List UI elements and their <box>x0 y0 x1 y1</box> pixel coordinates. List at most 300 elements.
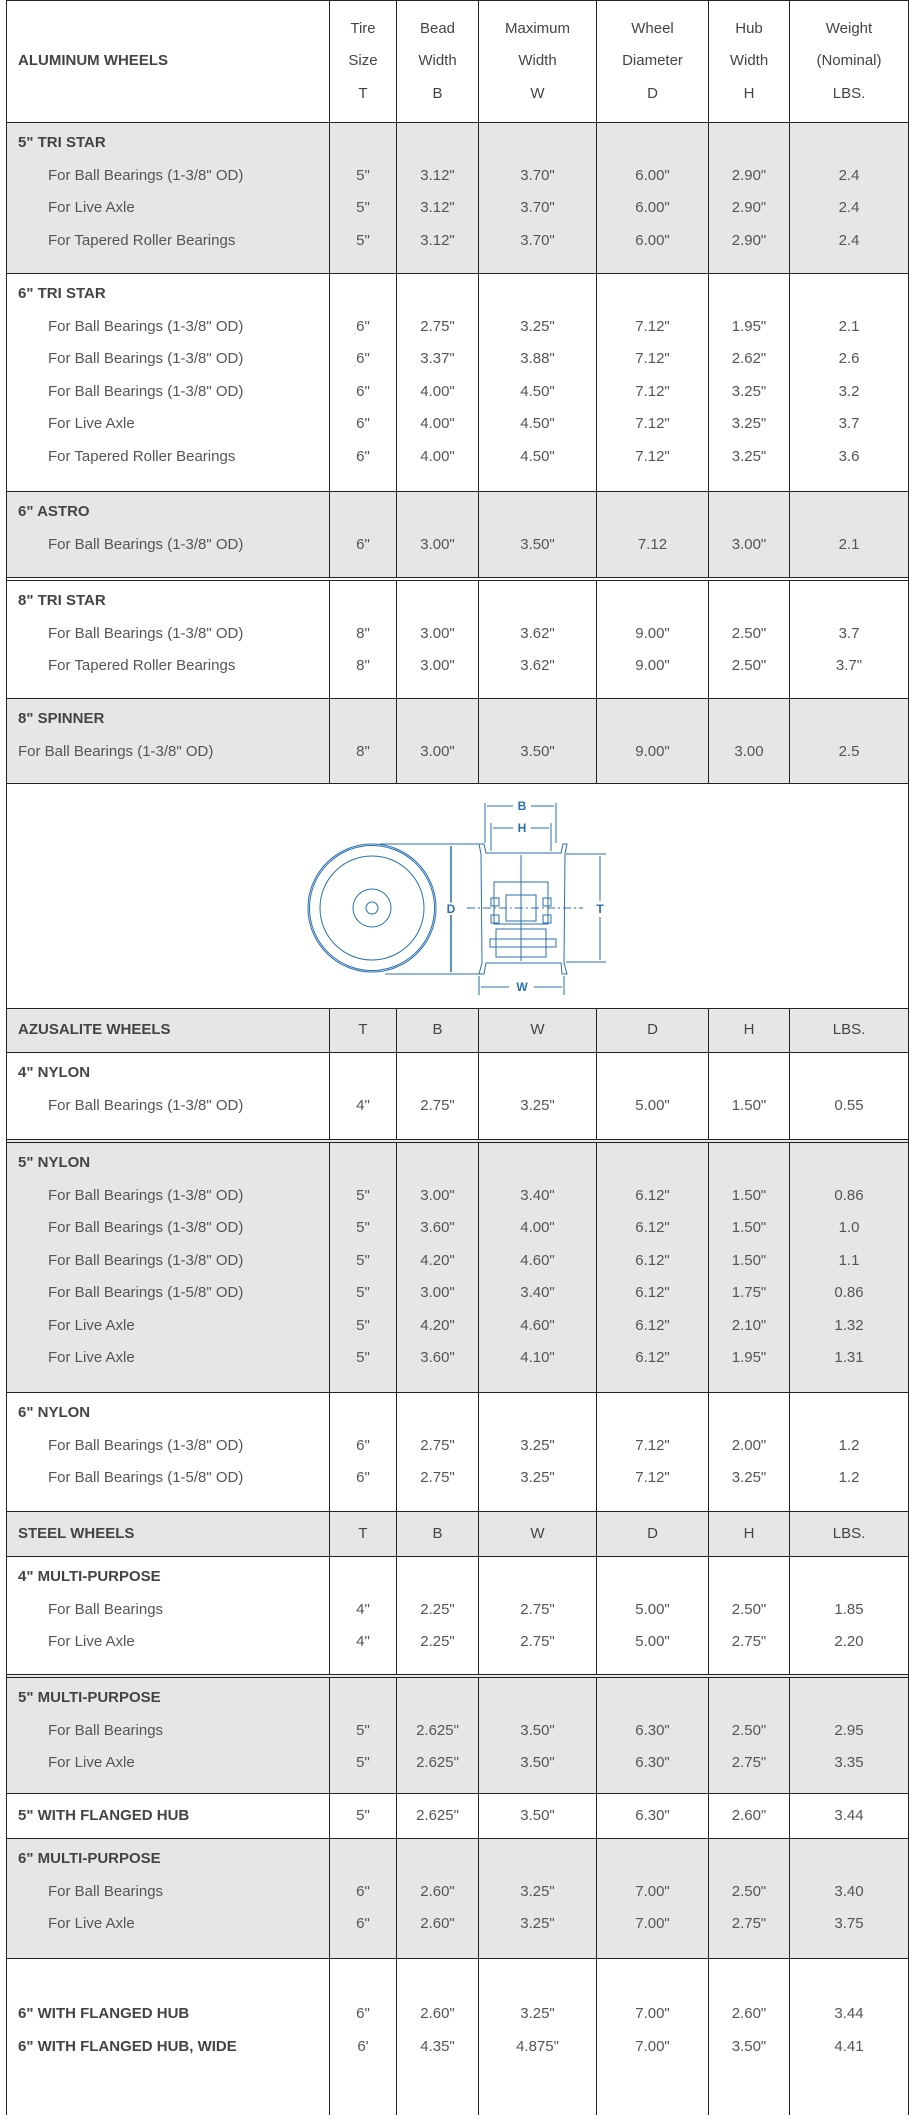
spacer <box>597 703 708 736</box>
wheel-front-view <box>308 844 436 972</box>
spacer <box>709 278 789 311</box>
value-column <box>708 1959 789 2115</box>
spacer <box>479 278 596 311</box>
value-column <box>396 1053 478 1139</box>
value-column <box>789 1794 908 1838</box>
description-column <box>7 1959 329 2115</box>
spacer <box>397 585 478 618</box>
row-value: 1.31 <box>834 1349 864 1366</box>
row-description: For Live Axle <box>48 1349 135 1366</box>
row-value: 2.625" <box>416 1721 459 1739</box>
row-value: 2.00" <box>731 1436 767 1454</box>
row-value: 8" <box>356 742 370 760</box>
row-value: 6" <box>356 447 370 465</box>
row-value: 2.50" <box>731 657 767 674</box>
row-description: For Ball Bearings (1-3/8" OD) <box>18 742 214 760</box>
header-cell <box>596 1009 708 1052</box>
row-description: 6" WITH FLANGED HUB, WIDE <box>18 2037 237 2055</box>
row-value: 3.40" <box>520 1186 555 1204</box>
row-value: 7.12 <box>637 535 668 553</box>
row-value: 5.00" <box>635 1633 670 1650</box>
value-column <box>329 492 396 577</box>
row-value: 2.20 <box>834 1633 864 1650</box>
description-column <box>7 1143 329 1392</box>
value-column <box>708 274 789 491</box>
row-value: 6.12" <box>635 1284 670 1301</box>
spacer <box>330 1397 396 1430</box>
value-column <box>329 1393 396 1511</box>
row-value: 6.00" <box>635 231 670 249</box>
row-value: 5" <box>356 1316 370 1334</box>
value-column <box>596 492 708 577</box>
value-column <box>478 581 596 698</box>
row-value: 8" <box>356 624 370 642</box>
label-h: H <box>517 821 527 835</box>
value-column <box>478 1839 596 1958</box>
row-description: For Ball Bearings (1-3/8" OD) <box>48 1436 244 1454</box>
row-value: 2.6 <box>838 350 860 367</box>
value-column <box>789 492 908 577</box>
row-description: For Live Axle <box>48 1633 135 1650</box>
header-label: T <box>358 1021 368 1039</box>
value-column <box>329 1959 396 2115</box>
row-value: 2.60" <box>420 1882 455 1900</box>
row-value: 1.50" <box>731 1186 767 1204</box>
spacer <box>397 703 478 736</box>
row-description: For Tapered Roller Bearings <box>48 657 236 674</box>
row-description: For Ball Bearings (1-3/8" OD) <box>48 350 244 367</box>
spacer <box>397 1843 478 1876</box>
value-column <box>596 1393 708 1511</box>
row-description: 5" WITH FLANGED HUB <box>18 1807 190 1824</box>
row-value: 2.5 <box>838 742 860 760</box>
row-value: 7.12" <box>635 447 670 465</box>
spacer <box>330 496 396 529</box>
value-column <box>708 492 789 577</box>
value-column <box>596 1959 708 2115</box>
spacer <box>330 1682 396 1715</box>
value-column <box>396 1393 478 1511</box>
row-value: 2.50" <box>731 1721 767 1739</box>
spacer <box>597 496 708 529</box>
value-column <box>789 1839 908 1958</box>
row-value: 4.10" <box>520 1349 555 1366</box>
spacer <box>597 1843 708 1876</box>
row-value: 3.44 <box>834 1807 864 1824</box>
header-label: B <box>432 84 443 102</box>
value-column <box>596 1557 708 1674</box>
row-value: 3.25" <box>520 1096 555 1114</box>
value-column <box>708 123 789 273</box>
row-value: 6" <box>356 535 370 553</box>
value-column <box>329 1143 396 1392</box>
row-value: 3.12" <box>420 231 455 249</box>
row-value: 2.95 <box>834 1721 864 1739</box>
header-cell <box>789 1512 908 1556</box>
spacer <box>709 1057 789 1090</box>
description-column <box>7 699 329 783</box>
row-value: 6.12" <box>635 1251 670 1269</box>
row-value: 3.00" <box>420 742 455 760</box>
header-cell <box>708 1512 789 1556</box>
row-value: 2.50" <box>731 1600 767 1618</box>
spacer <box>479 703 596 736</box>
row-value: 6" <box>356 1436 370 1454</box>
value-column <box>478 492 596 577</box>
group-title: 6" ASTRO <box>18 503 90 520</box>
spacer <box>709 703 789 736</box>
row-value: 6.12" <box>635 1349 670 1366</box>
description-column <box>7 1053 329 1139</box>
row-value: 7.12" <box>635 1469 670 1486</box>
header-label: AZUSALITE WHEELS <box>18 1021 171 1039</box>
row-value: 6" <box>356 350 370 367</box>
row-value: 3.7 <box>838 415 860 432</box>
value-column <box>478 1393 596 1511</box>
value-column <box>789 1959 908 2115</box>
row-value: 3.6 <box>838 447 860 465</box>
row-value: 2.62" <box>731 350 767 367</box>
description-column <box>7 123 329 273</box>
row-value: 5" <box>356 166 370 184</box>
value-column <box>478 699 596 783</box>
label-t: T <box>596 902 604 916</box>
header-cell <box>7 1009 329 1052</box>
spacer <box>790 1682 908 1715</box>
spacer <box>709 496 789 529</box>
row-value: 2.60" <box>731 2005 767 2022</box>
spacer <box>790 1561 908 1594</box>
row-value: 7.00" <box>635 1915 670 1932</box>
row-value: 6" <box>356 2005 370 2022</box>
header-cell <box>329 1 396 122</box>
value-column <box>478 123 596 273</box>
row-value: 5" <box>356 1251 370 1269</box>
row-value: 7.12" <box>635 350 670 367</box>
header-cell <box>478 1512 596 1556</box>
row-description: For Ball Bearings <box>48 1721 164 1739</box>
row-value: 3.25" <box>731 1469 767 1486</box>
row-value: 7.12" <box>635 415 670 432</box>
row-value: 4.50" <box>520 447 555 465</box>
value-column <box>396 274 478 491</box>
value-column <box>478 1557 596 1674</box>
spacer <box>790 1057 908 1090</box>
value-column <box>789 699 908 783</box>
spacer <box>597 1147 708 1180</box>
header-cell <box>596 1 708 122</box>
header-cell <box>789 1009 908 1052</box>
row-value: 7.00" <box>635 2037 670 2055</box>
value-column <box>396 1959 478 2115</box>
wheel-group <box>7 1139 908 1392</box>
row-value: 5" <box>356 1807 370 1824</box>
spacer <box>330 703 396 736</box>
row-value: 4.875" <box>516 2037 559 2055</box>
value-column <box>789 1557 908 1674</box>
row-description: For Live Axle <box>48 1915 135 1932</box>
header-label: LBS. <box>832 1524 866 1542</box>
spacer <box>479 496 596 529</box>
row-value: 2.50" <box>731 1882 767 1900</box>
description-column <box>7 1794 329 1838</box>
value-column <box>396 1839 478 1958</box>
row-value: 7.12" <box>635 317 670 335</box>
value-column <box>329 581 396 698</box>
spacer <box>709 1397 789 1430</box>
value-column <box>329 1678 396 1793</box>
row-value: 4" <box>356 1096 370 1114</box>
row-description: For Live Axle <box>48 1316 135 1334</box>
row-value: 3.40 <box>834 1882 864 1900</box>
row-value: 2.60" <box>420 1915 455 1932</box>
row-value: 2.1 <box>838 535 860 553</box>
header-label: STEEL WHEELS <box>18 1524 135 1542</box>
header-cell <box>396 1 478 122</box>
row-value: 2.60" <box>731 1807 767 1824</box>
wheel-group <box>7 1958 908 2115</box>
group-title: 5" NYLON <box>18 1154 91 1171</box>
row-value: 3.70" <box>520 166 555 184</box>
header-label: Hub <box>735 19 763 37</box>
row-description: For Tapered Roller Bearings <box>48 231 236 249</box>
value-column <box>478 1678 596 1793</box>
header-label: Width <box>418 52 457 70</box>
spacer <box>397 278 478 311</box>
spacer <box>479 1843 596 1876</box>
header-label: Weight <box>825 19 873 37</box>
row-value: 2.75" <box>520 1600 555 1618</box>
value-column <box>708 1393 789 1511</box>
header-cell <box>7 1512 329 1556</box>
description-column <box>7 1839 329 1958</box>
header-cell <box>329 1512 396 1556</box>
row-value: 3.50" <box>520 1754 555 1771</box>
row-value: 5" <box>356 1349 370 1366</box>
row-value: 6" <box>356 415 370 432</box>
row-value: 2.75" <box>731 1754 767 1771</box>
spacer <box>397 1561 478 1594</box>
header-cell <box>708 1 789 122</box>
row-value: 5" <box>356 231 370 249</box>
description-column <box>7 274 329 491</box>
spacer <box>597 1397 708 1430</box>
row-value: 7.12" <box>635 382 670 400</box>
value-column <box>396 581 478 698</box>
row-value: 3.00" <box>420 624 455 642</box>
row-value: 3.50" <box>520 1721 555 1739</box>
row-value: 2.75" <box>520 1633 555 1650</box>
row-value: 6.30" <box>635 1754 670 1771</box>
group-title: 6" TRI STAR <box>18 285 106 302</box>
spacer <box>330 1057 396 1090</box>
row-value: 4.20" <box>420 1251 455 1269</box>
value-column <box>708 699 789 783</box>
label-w: W <box>516 980 528 994</box>
row-value: 2.75" <box>731 1915 767 1932</box>
spacer <box>709 1682 789 1715</box>
row-value: 6" <box>356 1882 370 1900</box>
header-label: D <box>647 1021 658 1039</box>
row-value: 4.00" <box>520 1219 555 1236</box>
spacer <box>479 1561 596 1594</box>
row-value: 3.2 <box>838 382 860 400</box>
row-value: 2.75" <box>731 1633 767 1650</box>
spacer <box>397 1397 478 1430</box>
row-value: 3.00" <box>420 1186 455 1204</box>
header-label: (Nominal) <box>816 52 882 70</box>
row-value: 4.00" <box>420 415 455 432</box>
spacer <box>709 1561 789 1594</box>
row-value: 4" <box>356 1633 370 1650</box>
row-description: For Ball Bearings (1-5/8" OD) <box>48 1284 244 1301</box>
wheel-dimension-diagram <box>251 783 651 1007</box>
group-title: 5" MULTI-PURPOSE <box>18 1689 161 1706</box>
header-label: W <box>530 1524 545 1542</box>
spacer <box>790 1843 908 1876</box>
row-value: 1.50" <box>731 1251 767 1269</box>
row-value: 1.50" <box>731 1096 767 1114</box>
spacer <box>597 278 708 311</box>
header-label: B <box>432 1021 443 1039</box>
row-value: 5" <box>356 1754 370 1771</box>
spacer <box>397 1682 478 1715</box>
value-column <box>478 1794 596 1838</box>
row-value: 6.12" <box>635 1219 670 1236</box>
wheel-group <box>7 1838 908 1958</box>
row-value: 2.90" <box>731 166 767 184</box>
value-column <box>596 123 708 273</box>
row-value: 3.00" <box>731 535 767 553</box>
value-column <box>789 274 908 491</box>
group-title: 5" TRI STAR <box>18 134 106 151</box>
value-column <box>596 1794 708 1838</box>
row-value: 3.7" <box>835 657 863 674</box>
value-column <box>596 581 708 698</box>
value-column <box>396 123 478 273</box>
value-column <box>478 274 596 491</box>
row-value: 6.30" <box>635 1721 670 1739</box>
row-value: 5" <box>356 1219 370 1236</box>
spacer <box>397 127 478 160</box>
spacer <box>397 1147 478 1180</box>
row-value: 3.00" <box>420 535 455 553</box>
value-column <box>329 699 396 783</box>
label-b: B <box>517 799 527 813</box>
spacer <box>790 1397 908 1430</box>
value-column <box>396 1794 478 1838</box>
header-label: T <box>358 1524 368 1542</box>
value-column <box>789 1143 908 1392</box>
row-value: 2.10" <box>731 1316 767 1334</box>
wheel-group <box>7 122 908 273</box>
group-title: 4" MULTI-PURPOSE <box>18 1568 161 1585</box>
spacer <box>330 1843 396 1876</box>
row-value: 7.12" <box>635 1436 670 1454</box>
header-label: Bead <box>419 19 456 37</box>
row-value: 3.7 <box>838 624 860 642</box>
row-value: 6.00" <box>635 166 670 184</box>
section-header-row <box>7 0 908 122</box>
row-value: 9.00" <box>635 742 670 760</box>
row-value: 3.35 <box>834 1754 864 1771</box>
row-value: 4.50" <box>520 382 555 400</box>
row-value: 6" <box>356 1469 370 1486</box>
row-value: 6" <box>356 317 370 335</box>
value-column <box>396 1557 478 1674</box>
spacer <box>790 703 908 736</box>
spacer <box>597 1561 708 1594</box>
row-value: 3.75 <box>834 1915 864 1932</box>
row-value: 5" <box>356 1186 370 1204</box>
header-label: B <box>432 1524 443 1542</box>
row-value: 3.25" <box>520 1915 555 1932</box>
row-value: 3.44 <box>834 2005 864 2022</box>
spacer <box>479 1057 596 1090</box>
row-value: 3.25" <box>731 447 767 465</box>
row-value: 9.00" <box>635 624 670 642</box>
spacer <box>790 278 908 311</box>
spacer <box>330 585 396 618</box>
value-column <box>329 1794 396 1838</box>
row-value: 2.25" <box>420 1633 455 1650</box>
wheel-spec-table <box>6 0 909 2115</box>
value-column <box>478 1143 596 1392</box>
value-column <box>708 1839 789 1958</box>
row-value: 2.625" <box>416 1807 459 1824</box>
row-value: 0.86 <box>834 1284 864 1301</box>
spacer <box>330 278 396 311</box>
value-column <box>329 1839 396 1958</box>
row-description: For Ball Bearings (1-3/8" OD) <box>48 166 244 184</box>
value-column <box>789 1678 908 1793</box>
value-column <box>708 1143 789 1392</box>
header-label: D <box>647 84 658 102</box>
header-label: T <box>358 84 368 102</box>
row-value: 1.95" <box>731 317 767 335</box>
row-value: 2.4 <box>838 166 860 184</box>
spacer <box>479 1682 596 1715</box>
section-header-row <box>7 1008 908 1052</box>
row-value: 1.2 <box>838 1436 860 1454</box>
value-column <box>596 1143 708 1392</box>
label-d: D <box>446 902 456 916</box>
value-column <box>478 1053 596 1139</box>
row-value: 2.1 <box>838 317 860 335</box>
row-value: 5" <box>356 1284 370 1301</box>
value-column <box>329 1557 396 1674</box>
group-title: 8" SPINNER <box>18 710 105 727</box>
row-value: 3.00 <box>734 742 764 760</box>
row-value: 6.12" <box>635 1316 670 1334</box>
header-cell <box>708 1009 789 1052</box>
row-description: For Ball Bearings (1-3/8" OD) <box>48 624 244 642</box>
spacer <box>397 1057 478 1090</box>
row-value: 2.75" <box>420 1469 455 1486</box>
row-value: 2.25" <box>420 1600 455 1618</box>
value-column <box>596 274 708 491</box>
header-label: Maximum <box>504 19 570 37</box>
value-column <box>708 1678 789 1793</box>
description-column <box>7 492 329 577</box>
value-column <box>596 699 708 783</box>
row-value: 4.00" <box>420 447 455 465</box>
header-label: H <box>743 1524 755 1542</box>
wheel-side-view <box>467 844 583 974</box>
row-value: 1.1 <box>838 1251 860 1269</box>
row-value: 0.86 <box>834 1186 864 1204</box>
row-value: 3.25" <box>520 1469 555 1486</box>
